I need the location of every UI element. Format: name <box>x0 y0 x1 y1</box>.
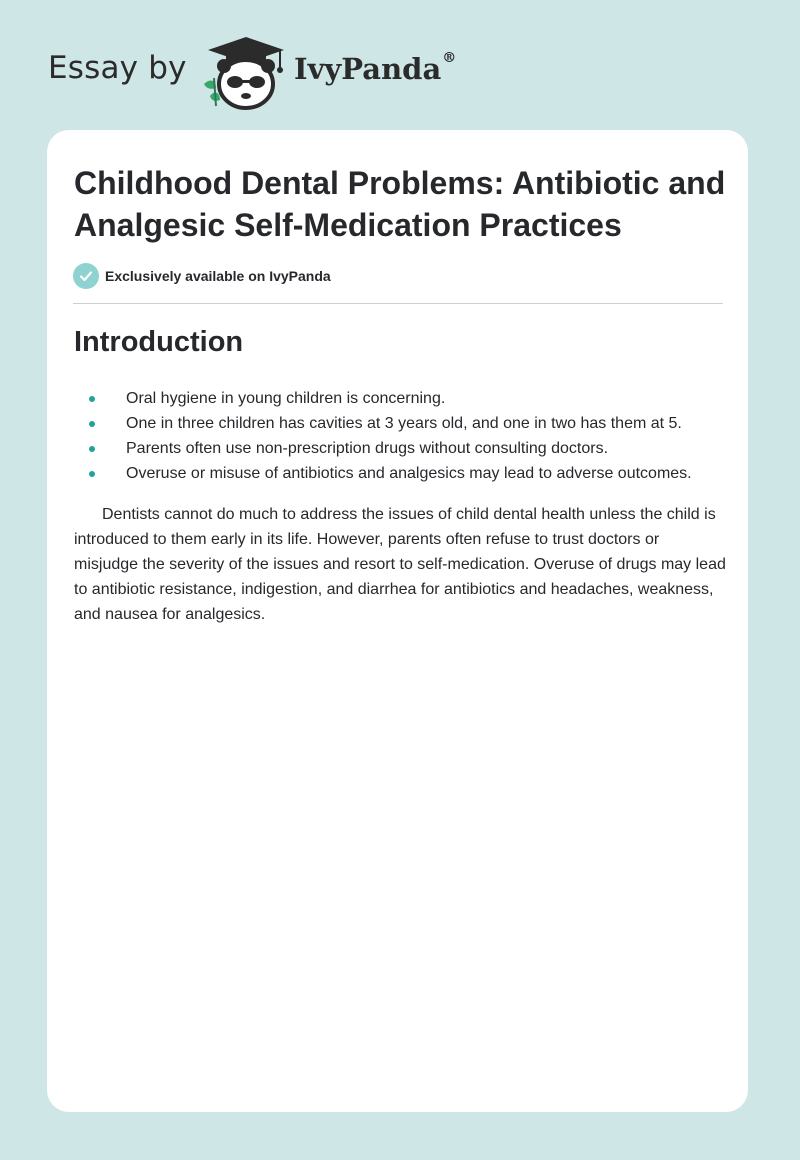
list-item-text: One in three children has cavities at 3 years old, and one in two has them at 5. <box>126 415 682 432</box>
list-item <box>74 436 734 461</box>
site-header <box>48 34 548 114</box>
essay-by-label: Essay by <box>48 50 187 86</box>
exclusive-badge <box>73 263 331 289</box>
list-item-text: Parents often use non-prescription drugs without consulting doctors. <box>126 440 609 457</box>
bullet-dot-icon <box>89 396 95 402</box>
registered-mark: ® <box>442 50 457 67</box>
list-item <box>74 411 734 436</box>
list-item <box>74 461 734 486</box>
list-item <box>74 386 734 411</box>
essay-card <box>47 130 748 1112</box>
list-item-text: Oral hygiene in young children is concerning. <box>126 390 446 407</box>
summary-bullet-list <box>74 386 734 486</box>
section-heading: Introduction <box>74 326 244 358</box>
bullet-dot-icon <box>89 471 95 477</box>
check-circle-icon <box>73 263 99 289</box>
exclusive-label: Exclusively available on IvyPanda <box>105 268 331 284</box>
body-paragraph: Dentists cannot do much to address the issues of child dental health unless the child is introduced to them early in its life. However, parents often refuse to trust doctors or misjudge the severity of the issues and resort to self-medication. Overuse of drugs may lead to antibiotic resistance, indigestion, and diarrhea for antibiotics and headaches, weakness, and nausea for analgesics. <box>74 506 726 623</box>
brand-name-text: IvyPanda <box>294 52 442 86</box>
panda-logo-icon[interactable] <box>200 34 292 110</box>
title-divider <box>73 303 723 304</box>
brand-name[interactable] <box>294 52 456 86</box>
bullet-dot-icon <box>89 446 95 452</box>
list-item-text: Overuse or misuse of antibiotics and analgesics may lead to adverse outcomes. <box>126 465 692 482</box>
essay-title: Childhood Dental Problems: Antibiotic and Analgesic Self-Medication Practices <box>74 165 726 243</box>
bullet-dot-icon <box>89 421 95 427</box>
